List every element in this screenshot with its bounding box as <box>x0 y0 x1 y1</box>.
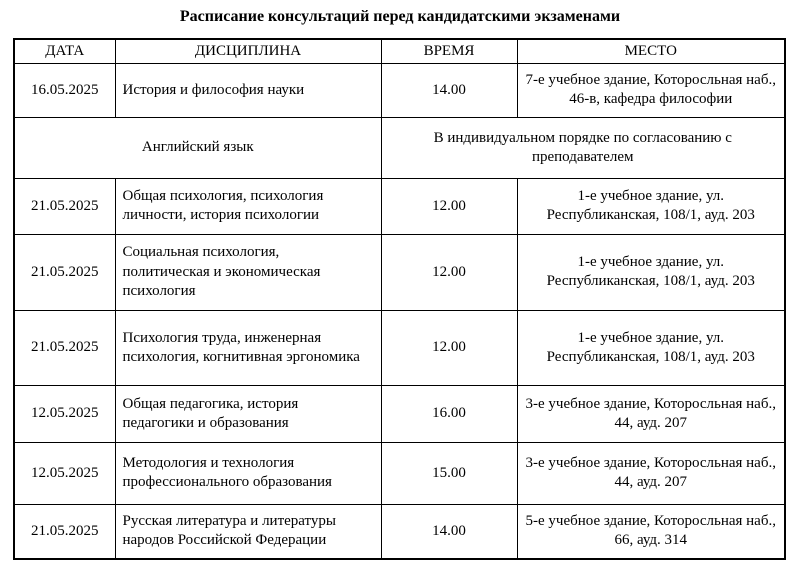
cell-place: 1-е учебное здание, ул. Республиканская, 108/1, ауд. 203 <box>517 310 785 385</box>
table-row <box>14 385 785 442</box>
cell-date: 21.05.2025 <box>14 504 115 559</box>
column-header-place: МЕСТО <box>517 39 785 63</box>
cell-discipline: Общая педагогика, история педагогики и образования <box>115 385 381 442</box>
table-row <box>14 442 785 504</box>
column-header-date: ДАТА <box>14 39 115 63</box>
cell-note-merged: В индивидуальном порядке по согласованию с преподавателем <box>381 117 785 178</box>
schedule-table <box>13 38 786 560</box>
table-row <box>14 178 785 234</box>
cell-discipline: Методология и технология профессионального образования <box>115 442 381 504</box>
cell-discipline: Психология труда, инженерная психология, когнитивная эргономика <box>115 310 381 385</box>
cell-place: 5-е учебное здание, Которосльная наб., 66, ауд. 314 <box>517 504 785 559</box>
table-row <box>14 310 785 385</box>
cell-place: 3-е учебное здание, Которосльная наб., 44, ауд. 207 <box>517 385 785 442</box>
table-header-row <box>14 39 785 63</box>
cell-discipline: Общая психология, психология личности, история психологии <box>115 178 381 234</box>
table-row <box>14 234 785 310</box>
cell-place: 3-е учебное здание, Которосльная наб., 44, ауд. 207 <box>517 442 785 504</box>
cell-time: 15.00 <box>381 442 517 504</box>
cell-place: 7-е учебное здание, Которосльная наб., 46-в, кафедра философии <box>517 63 785 117</box>
cell-discipline: Русская литература и литературы народов Российской Федерации <box>115 504 381 559</box>
cell-subject-merged: Английский язык <box>14 117 381 178</box>
cell-time: 12.00 <box>381 310 517 385</box>
cell-discipline: Социальная психология, политическая и экономическая психология <box>115 234 381 310</box>
cell-date: 16.05.2025 <box>14 63 115 117</box>
table-row-merged <box>14 117 785 178</box>
cell-discipline: История и философия науки <box>115 63 381 117</box>
cell-time: 14.00 <box>381 63 517 117</box>
cell-time: 12.00 <box>381 234 517 310</box>
cell-date: 21.05.2025 <box>14 178 115 234</box>
cell-time: 16.00 <box>381 385 517 442</box>
cell-date: 12.05.2025 <box>14 385 115 442</box>
cell-date: 21.05.2025 <box>14 234 115 310</box>
column-header-time: ВРЕМЯ <box>381 39 517 63</box>
cell-place: 1-е учебное здание, ул. Республиканская, 108/1, ауд. 203 <box>517 178 785 234</box>
cell-time: 14.00 <box>381 504 517 559</box>
cell-date: 12.05.2025 <box>14 442 115 504</box>
column-header-discipline: ДИСЦИПЛИНА <box>115 39 381 63</box>
page-title: Расписание консультаций перед кандидатскими экзаменами <box>179 8 621 25</box>
cell-place: 1-е учебное здание, ул. Республиканская, 108/1, ауд. 203 <box>517 234 785 310</box>
table-row <box>14 63 785 117</box>
table-row <box>14 504 785 559</box>
cell-time: 12.00 <box>381 178 517 234</box>
cell-date: 21.05.2025 <box>14 310 115 385</box>
